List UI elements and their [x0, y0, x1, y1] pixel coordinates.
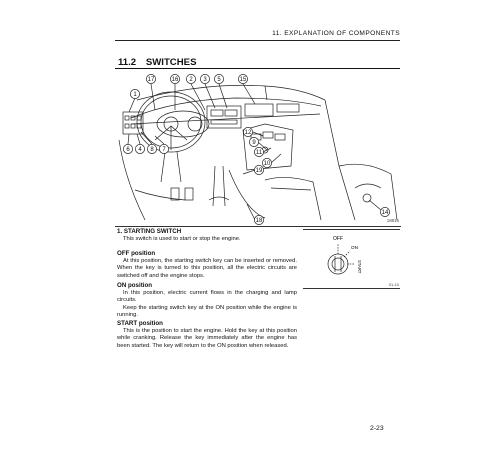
- callout-label: 16: [171, 77, 179, 83]
- callout-label: 2: [189, 77, 193, 83]
- callout-label: 7: [162, 147, 166, 153]
- callout-label: 1: [133, 92, 137, 98]
- cab-interior-illustration: [115, 70, 401, 227]
- page-number: 2-23: [370, 425, 384, 432]
- cab-interior-drawing: [115, 70, 401, 226]
- callout-label: 8: [150, 147, 154, 153]
- callout-label: 19: [255, 168, 263, 174]
- running-header: 11. EXPLANATION OF COMPONENTS: [272, 30, 400, 37]
- on-position-block: [117, 282, 297, 320]
- figure-code: 18816: [386, 218, 399, 223]
- callout-label: 15: [239, 77, 247, 83]
- section-heading: [118, 57, 196, 68]
- callout-label: 14: [381, 210, 389, 216]
- callout-label: 18: [255, 218, 263, 224]
- starting-switch-intro: This switch is used to start or stop the engine.: [123, 235, 241, 242]
- callout-label: 4: [138, 147, 142, 153]
- section-number: 11.2: [118, 57, 137, 68]
- callout-label: 11: [255, 150, 263, 156]
- header-rule: [115, 40, 400, 41]
- off-position-heading: OFF position: [117, 250, 156, 257]
- off-position-block: [117, 250, 297, 280]
- key-switch-drawing: [303, 230, 400, 288]
- callout-label: 3: [203, 77, 207, 83]
- heading-rule: [115, 68, 400, 69]
- figure-code: 01-10: [388, 282, 399, 287]
- start-position-block: [117, 320, 297, 350]
- off-position-text: At this position, the starting switch key can be inserted or removed. When the key is turned to this position, all the electric circuits are switched off and the engine stops.: [117, 257, 297, 279]
- callout-label: 10: [263, 161, 271, 167]
- start-label: START: [357, 260, 362, 274]
- callout-label: 12: [244, 130, 252, 136]
- start-position-text: This is the position to start the engine. Hold the key at this position while cranking. Release the key immediately after the engine has been started. The key will return to the ON position when released.: [117, 327, 297, 349]
- on-position-text: Keep the starting switch key at the ON position while the engine is running.: [117, 304, 297, 319]
- on-label: ON: [351, 245, 358, 250]
- key-switch-illustration: [303, 229, 400, 289]
- callout-label: 17: [147, 77, 155, 83]
- callout-label: 6: [126, 147, 130, 153]
- start-position-heading: START position: [117, 320, 163, 327]
- off-label: OFF: [333, 236, 343, 242]
- section-title: SWITCHES: [145, 57, 197, 68]
- starting-switch-heading: 1. STARTING SWITCH: [117, 228, 182, 235]
- on-position-text: In this position, electric current flows in the charging and lamp circuits.: [117, 289, 297, 304]
- callout-label: 5: [217, 77, 221, 83]
- starting-switch-section: [117, 228, 297, 243]
- callout-label: 9: [252, 140, 256, 146]
- on-position-heading: ON position: [117, 282, 153, 289]
